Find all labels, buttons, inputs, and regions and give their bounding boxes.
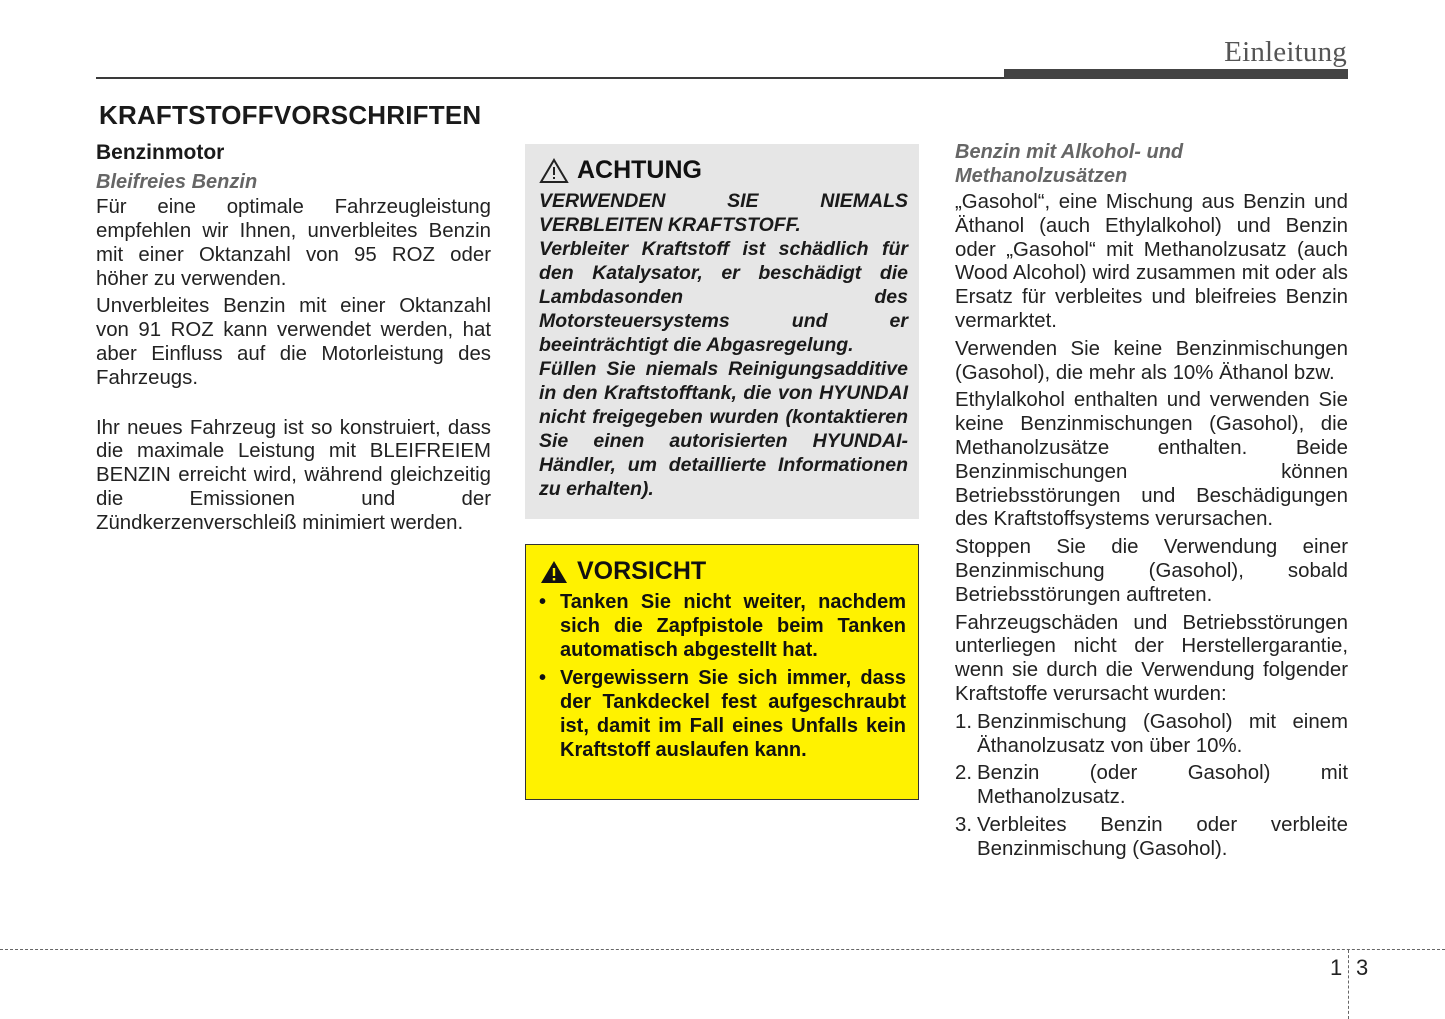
- warning-paragraph: Füllen Sie niemals Reinigungsadditive in den Kraftstofftank, die von HYUNDAI nicht freigegeben wurden (kontaktieren Sie einen autorisierten HYUNDAI-Händler, um detaillierte Informationen zu erhalten).: [539, 358, 908, 500]
- bullet: •: [539, 666, 547, 689]
- paragraph: Verwenden Sie keine Benzinmischungen (Gasohol), die mehr als 10% Äthanol bzw.: [955, 337, 1348, 384]
- list-text: Verbleites Benzin oder verbleite Benzinmischung (Gasohol).: [977, 813, 1348, 860]
- paragraph: „Gasohol“, eine Mischung aus Benzin und Äthanol (auch Ethylalkohol) und Benzin oder „Gasohol“ mit Methanolzusatz (auch Wood Alcohol) wird zusammen mit oder als Ersatz für verbleites und bleifreies Benzin vermarktet.: [955, 191, 1348, 332]
- warning-triangle-filled-icon: [539, 559, 569, 585]
- list-number: 1.: [955, 710, 973, 733]
- caution-item-text: Vergewissern Sie sich immer, dass der Tankdeckel fest aufgeschraubt ist, damit im Fall eines Unfalls kein Kraftstoff auslaufen kann.: [560, 666, 906, 762]
- caution-list: [539, 590, 906, 762]
- warning-box: [525, 144, 919, 519]
- list-text: Benzin (oder Gasohol) mit Methanolzusatz.: [977, 762, 1348, 809]
- warning-triangle-outline-icon: [539, 158, 569, 184]
- warning-header: [539, 156, 908, 185]
- heading-benzinmotor: Benzinmotor: [96, 141, 225, 164]
- paragraph: Stoppen Sie die Verwendung einer Benzinmischung (Gasohol), sobald Betriebsstörungen auftreten.: [955, 536, 1348, 606]
- footer-dashed-rule: [0, 949, 1445, 950]
- list-item: [955, 762, 1348, 810]
- page-number: 3: [1356, 955, 1369, 980]
- header-rule: [96, 77, 1006, 79]
- caution-item-text: Tanken Sie nicht weiter, nachdem sich die Zapfpistole beim Tanken automatisch abgestellt hat.: [560, 591, 906, 662]
- page-title: KRAFTSTOFFVORSCHRIFTEN: [99, 100, 482, 130]
- caution-title: VORSICHT: [577, 557, 707, 585]
- fuel-list: [955, 711, 1348, 862]
- subheading-alkohol-methanol: Benzin mit Alkohol- und Methanolzusätzen: [955, 141, 1184, 187]
- warning-paragraph: Verbleiter Kraftstoff ist schädlich für den Katalysator, er beschädigt die Lambdasonden des Motorsteuersystems und er beeinträchtigt die Abgasregelung.: [539, 238, 908, 356]
- bullet: •: [539, 591, 547, 613]
- caution-item: [539, 590, 906, 663]
- footer-page-divider: [1348, 950, 1349, 1019]
- chapter-number: 1: [1330, 955, 1343, 980]
- paragraph: Ethylalkohol enthalten und verwenden Sie keine Benzinmischungen (Gasohol), die Methanolzusätze enthalten. Beide Benzinmischungen können Betriebsstörungen und Beschädigungen des Kraftstoffsystems verursachen.: [955, 389, 1348, 531]
- list-number: 2.: [955, 762, 973, 785]
- header-rule-accent: [1004, 69, 1348, 79]
- paragraph: Fahrzeugschäden und Betriebsstörungen unterliegen nicht der Herstellergarantie, wenn sie durch die Verwendung folgender Kraftstoffe verursacht wurden:: [955, 611, 1348, 705]
- list-item: [955, 711, 1348, 759]
- list-item: [955, 814, 1348, 862]
- subheading-bleifreies-benzin: Bleifreies Benzin: [96, 170, 258, 193]
- warning-title: ACHTUNG: [577, 156, 702, 184]
- right-column: [955, 141, 1348, 866]
- section-label: Einleitung: [1224, 36, 1347, 68]
- caution-header: [539, 557, 906, 586]
- paragraph: Unverbleites Benzin mit einer Oktanzahl von 91 ROZ kann verwendet werden, hat aber Einfluss auf die Motorleistung des Fahrzeugs.: [96, 295, 491, 389]
- caution-item: [539, 666, 906, 763]
- list-number: 3.: [955, 813, 973, 836]
- paragraph: Für eine optimale Fahrzeugleistung empfehlen wir Ihnen, unverbleites Benzin mit einer Oktanzahl von 95 ROZ oder höher zu verwenden.: [96, 196, 491, 290]
- left-column: [96, 141, 491, 536]
- warning-text: [539, 189, 908, 501]
- caution-box: [525, 544, 919, 800]
- list-text: Benzinmischung (Gasohol) mit einem Äthanolzusatz von über 10%.: [977, 710, 1348, 757]
- warning-paragraph: VERWENDEN SIE NIEMALS VERBLEITEN KRAFTSTOFF.: [539, 190, 908, 236]
- paragraph: Ihr neues Fahrzeug ist so konstruiert, dass die maximale Leistung mit BLEIFREIEM BENZIN erreicht wird, während gleichzeitig die Emissionen und der Zündkerzenverschleiß minimiert werden.: [96, 416, 491, 534]
